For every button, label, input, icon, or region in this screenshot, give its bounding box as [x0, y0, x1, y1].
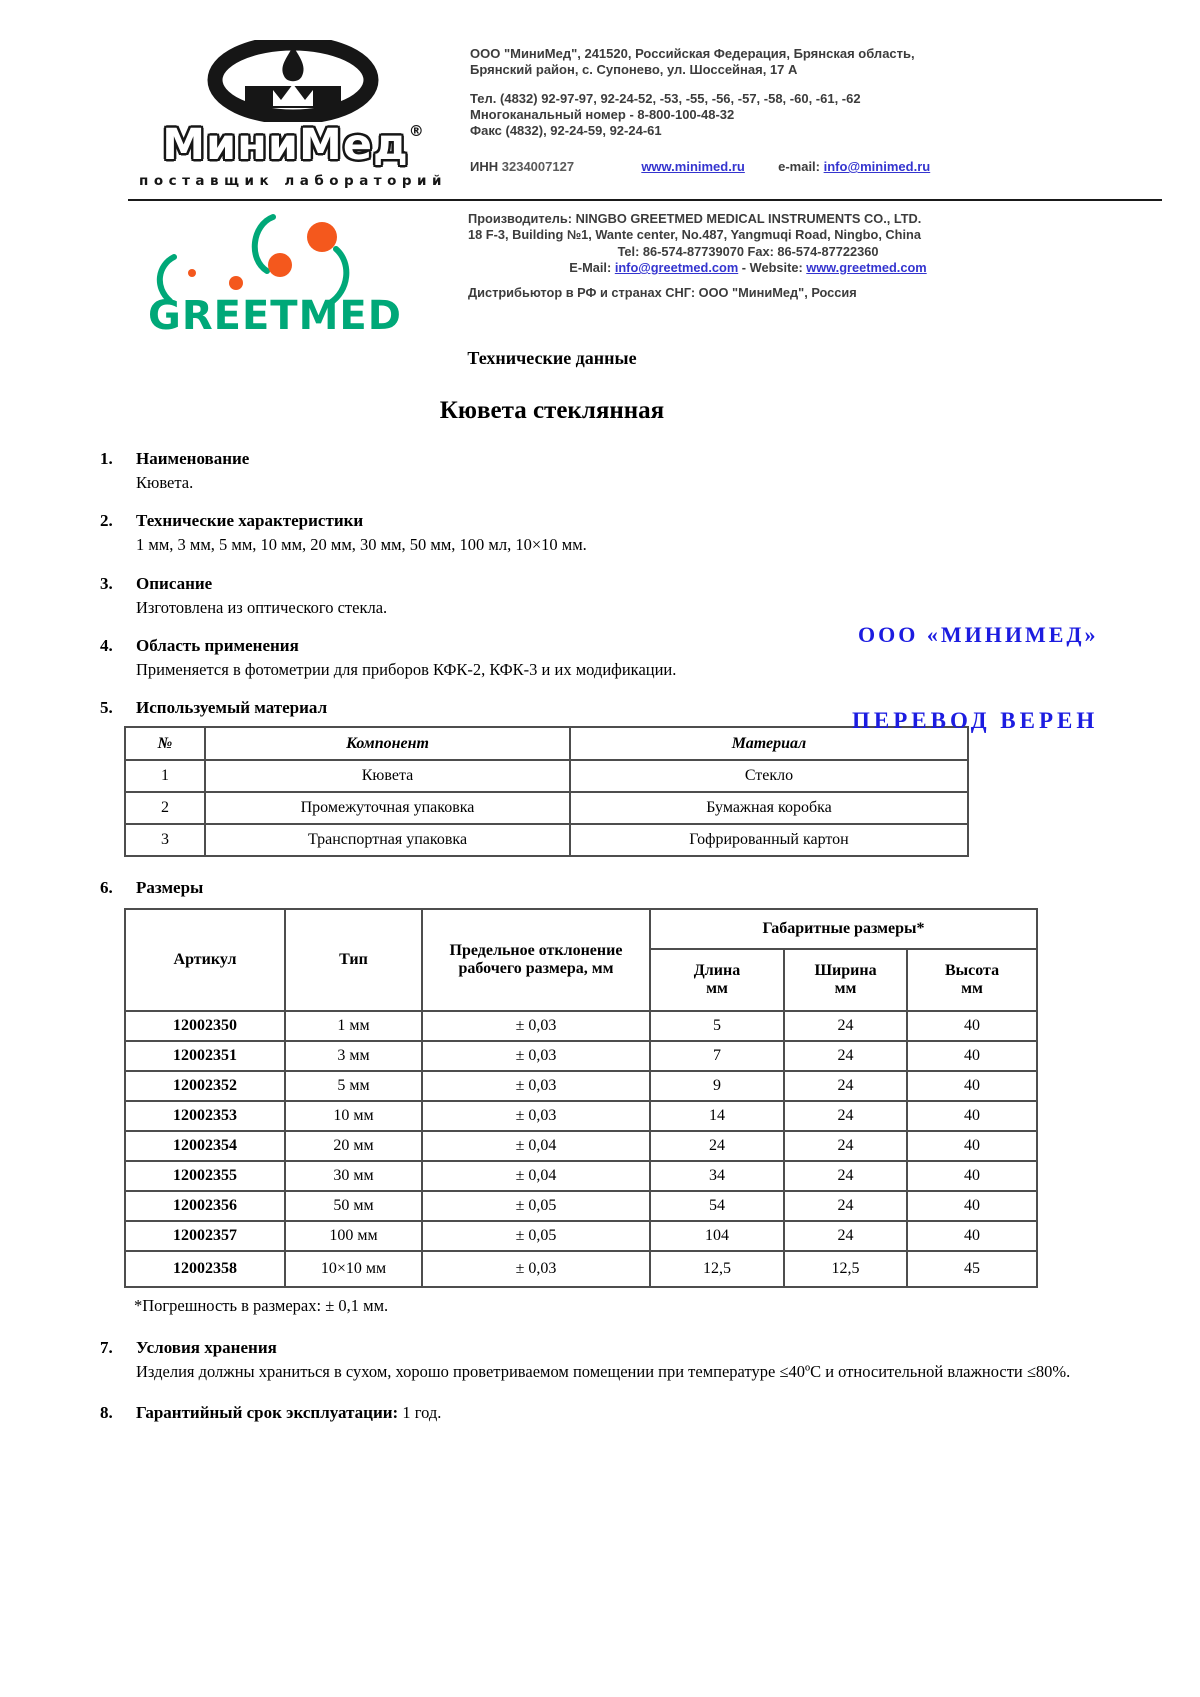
cell-component: Кювета [205, 760, 570, 792]
cell-height: 40 [907, 1071, 1037, 1101]
cell-height: 40 [907, 1161, 1037, 1191]
cell-deviation: ± 0,03 [422, 1011, 650, 1041]
registered-mark-icon: ® [408, 122, 424, 140]
table-row [125, 1131, 1037, 1161]
table-row [125, 792, 968, 824]
inn-row [470, 159, 930, 175]
stamp-verified-line: ПЕРЕВОД ВЕРЕН [852, 708, 1099, 733]
minimed-logo [128, 40, 458, 189]
section-heading: Размеры [136, 878, 204, 898]
cell-height: 40 [907, 1041, 1037, 1071]
cell-article: 12002352 [125, 1071, 285, 1101]
cell-material: Бумажная коробка [570, 792, 968, 824]
section-body: Применяется в фотометрии для приборов КФК-2, КФК-3 и их модификации. [136, 659, 677, 679]
producer-telfax: Tel: 86-574-87739070 Fax: 86-574-87722360 [617, 243, 879, 259]
table-row [125, 760, 968, 792]
section-opisanie [100, 574, 1090, 619]
producer-address: 18 F-3, Building №1, Wante center, No.487, Yangmuqi Road, Ningbo, China [468, 227, 921, 243]
cell-type: 30 мм [285, 1161, 422, 1191]
section-body: 1 мм, 3 мм, 5 мм, 10 мм, 20 мм, 30 мм, 50 мм, 100 мл, 10×10 мм. [136, 535, 587, 555]
cell-index: 2 [125, 792, 205, 824]
section-body: 1 год. [398, 1403, 442, 1423]
section-heading: Область применения [136, 635, 299, 655]
cell-component: Промежуточная упаковка [205, 792, 570, 824]
cell-type: 10×10 мм [285, 1251, 422, 1287]
cell-height: 40 [907, 1131, 1037, 1161]
minimed-website-link[interactable]: www.minimed.ru [641, 158, 745, 174]
cell-material: Гофрированный картон [570, 824, 968, 856]
cell-length: 34 [650, 1161, 784, 1191]
inn-label: ИНН [470, 158, 499, 174]
column-header-height: Высота мм [907, 949, 1037, 1011]
section-number: 5. [100, 698, 113, 718]
section-number: 2. [100, 511, 113, 531]
cell-article: 12002351 [125, 1041, 285, 1071]
cell-deviation: ± 0,03 [422, 1071, 650, 1101]
column-header-deviation: Предельное отклонение рабочего размера, мм [422, 909, 650, 1011]
producer-website-label: Website: [749, 260, 803, 276]
address-line-1: ООО "МиниМед", 241520, Российская Федерация, Брянская область, [470, 46, 915, 61]
table-row [125, 1191, 1037, 1221]
cell-length: 5 [650, 1011, 784, 1041]
section-body: Изделия должны храниться в сухом, хорошо проветриваемом помещении при температуре ≤40ºС и относительной влажности ≤80%. [136, 1362, 1071, 1382]
table-row [125, 1041, 1037, 1071]
column-header-length: Длина мм [650, 949, 784, 1011]
cell-width: 24 [784, 1011, 907, 1041]
section-usloviya-khraneniya [100, 1338, 1090, 1383]
document-body [0, 449, 1200, 1423]
section-heading: Технические характеристики [136, 511, 364, 531]
cell-article: 12002353 [125, 1101, 285, 1131]
cell-article: 12002356 [125, 1191, 285, 1221]
column-header-type: Тип [285, 909, 422, 1011]
cell-length: 14 [650, 1101, 784, 1131]
section-number: 3. [100, 573, 113, 593]
materials-table [124, 726, 969, 857]
table-row [125, 1071, 1037, 1101]
manufacturer-block [468, 207, 1028, 344]
greetmed-email-link[interactable]: info@greetmed.com [614, 260, 739, 276]
cell-height: 40 [907, 1101, 1037, 1131]
cell-deviation: ± 0,05 [422, 1221, 650, 1251]
section-heading: Описание [136, 573, 213, 593]
table-row [125, 1101, 1037, 1131]
cell-type: 1 мм [285, 1011, 422, 1041]
cell-width: 24 [784, 1131, 907, 1161]
cell-height: 40 [907, 1221, 1037, 1251]
producer-line: Производитель: NINGBO GREETMED MEDICAL INSTRUMENTS CO., LTD. [468, 211, 922, 226]
table-row [125, 824, 968, 856]
table-header-row [125, 727, 968, 760]
cell-material: Стекло [570, 760, 968, 792]
section-tekh-harakteristiki [100, 511, 1090, 556]
table-header-row [125, 909, 1037, 949]
svg-text:GREETMED: GREETMED [148, 293, 402, 339]
cell-length: 12,5 [650, 1251, 784, 1287]
cell-deviation: ± 0,04 [422, 1131, 650, 1161]
section-number: 1. [100, 449, 113, 468]
cell-width: 24 [784, 1221, 907, 1251]
section-body: Изготовлена из оптического стекла. [136, 597, 388, 617]
cell-article: 12002357 [125, 1221, 285, 1251]
dimensions-table [124, 908, 1038, 1288]
producer-email-row [468, 260, 1028, 276]
stamp-company-line: ООО «МИНИМЕД» [858, 622, 1099, 647]
minimed-email-link[interactable]: info@minimed.ru [823, 158, 931, 174]
separator: - [741, 260, 750, 276]
cell-type: 100 мм [285, 1221, 422, 1251]
cell-index: 3 [125, 824, 205, 856]
column-header-width: Ширина мм [784, 949, 907, 1011]
cell-width: 12,5 [784, 1251, 907, 1287]
table-row [125, 1011, 1037, 1041]
minimed-tagline: поставщик лабораторий [139, 173, 447, 189]
letterhead-top [0, 0, 1200, 189]
address-line-2: Брянский район, с. Супонево, ул. Шоссейная, 17 А [470, 61, 798, 77]
cell-length: 24 [650, 1131, 784, 1161]
cell-index: 1 [125, 760, 205, 792]
table-footnote: *Погрешность в размерах: ± 0,1 мм. [134, 1296, 389, 1316]
cell-type: 5 мм [285, 1071, 422, 1101]
cell-height: 45 [907, 1251, 1037, 1287]
section-naimenovanie [100, 449, 1090, 494]
table-row [125, 1161, 1037, 1191]
section-number: 8. [100, 1403, 113, 1423]
section-body: Кювета. [136, 473, 194, 492]
email-label: e-mail: [778, 158, 820, 174]
cell-width: 24 [784, 1101, 907, 1131]
column-group-header: Габаритные размеры* [650, 909, 1037, 949]
cell-deviation: ± 0,03 [422, 1041, 650, 1071]
cell-deviation: ± 0,03 [422, 1251, 650, 1287]
minimed-brand-text: МиниМед [162, 120, 409, 170]
section-heading: Условия хранения [136, 1338, 277, 1358]
phone-line-2: Многоканальный номер - 8-800-100-48-32 [470, 106, 735, 122]
document-type-title: Технические данные [467, 348, 637, 368]
cell-height: 40 [907, 1011, 1037, 1041]
cell-deviation: ± 0,05 [422, 1191, 650, 1221]
minimed-emblem-icon [207, 40, 379, 122]
section-razmery [100, 878, 1090, 1316]
section-garantiynyi-srok [100, 1403, 1090, 1423]
cell-width: 24 [784, 1071, 907, 1101]
cell-deviation: ± 0,03 [422, 1101, 650, 1131]
minimed-contact-block [470, 40, 930, 189]
cell-length: 104 [650, 1221, 784, 1251]
minimed-wordmark [128, 120, 458, 170]
greetmed-logo [140, 207, 440, 344]
cell-component: Транспортная упаковка [205, 824, 570, 856]
cell-height: 40 [907, 1191, 1037, 1221]
phone-line-1: Тел. (4832) 92-97-97, 92-24-52, -53, -55, -56, -57, -58, -60, -61, -62 [470, 90, 861, 106]
section-number: 4. [100, 635, 113, 655]
producer-email-label: E-Mail: [569, 260, 612, 276]
greetmed-website-link[interactable]: www.greetmed.com [806, 260, 927, 276]
cell-article: 12002350 [125, 1011, 285, 1041]
table-row [125, 1251, 1037, 1287]
cell-length: 9 [650, 1071, 784, 1101]
cell-length: 7 [650, 1041, 784, 1071]
cell-type: 10 мм [285, 1101, 422, 1131]
table-row [125, 1221, 1037, 1251]
cell-type: 50 мм [285, 1191, 422, 1221]
cell-type: 20 мм [285, 1131, 422, 1161]
inn-value: 3234007127 [501, 158, 575, 174]
letterhead-manufacturer [0, 201, 1200, 344]
section-heading: Наименование [136, 449, 250, 468]
cell-article: 12002355 [125, 1161, 285, 1191]
cell-article: 12002358 [125, 1251, 285, 1287]
page-title: Кювета стеклянная [439, 397, 665, 424]
distributor-line: Дистрибьютор в РФ и странах СНГ: ООО "МиниМед", Россия [468, 284, 857, 300]
cell-width: 24 [784, 1191, 907, 1221]
greetmed-logo-icon [140, 207, 430, 339]
cell-type: 3 мм [285, 1041, 422, 1071]
cell-deviation: ± 0,04 [422, 1161, 650, 1191]
column-header: Материал [570, 727, 968, 760]
section-heading: Гарантийный срок эксплуатации: [136, 1403, 399, 1423]
cell-width: 24 [784, 1161, 907, 1191]
column-header: Компонент [205, 727, 570, 760]
column-header: № [125, 727, 205, 760]
section-heading: Используемый материал [136, 698, 328, 718]
phone-line-3: Факс (4832), 92-24-59, 92-24-61 [470, 122, 662, 138]
cell-length: 54 [650, 1191, 784, 1221]
section-number: 7. [100, 1338, 113, 1358]
section-number: 6. [100, 878, 113, 898]
cell-article: 12002354 [125, 1131, 285, 1161]
column-header-article: Артикул [125, 909, 285, 1011]
cell-width: 24 [784, 1041, 907, 1071]
